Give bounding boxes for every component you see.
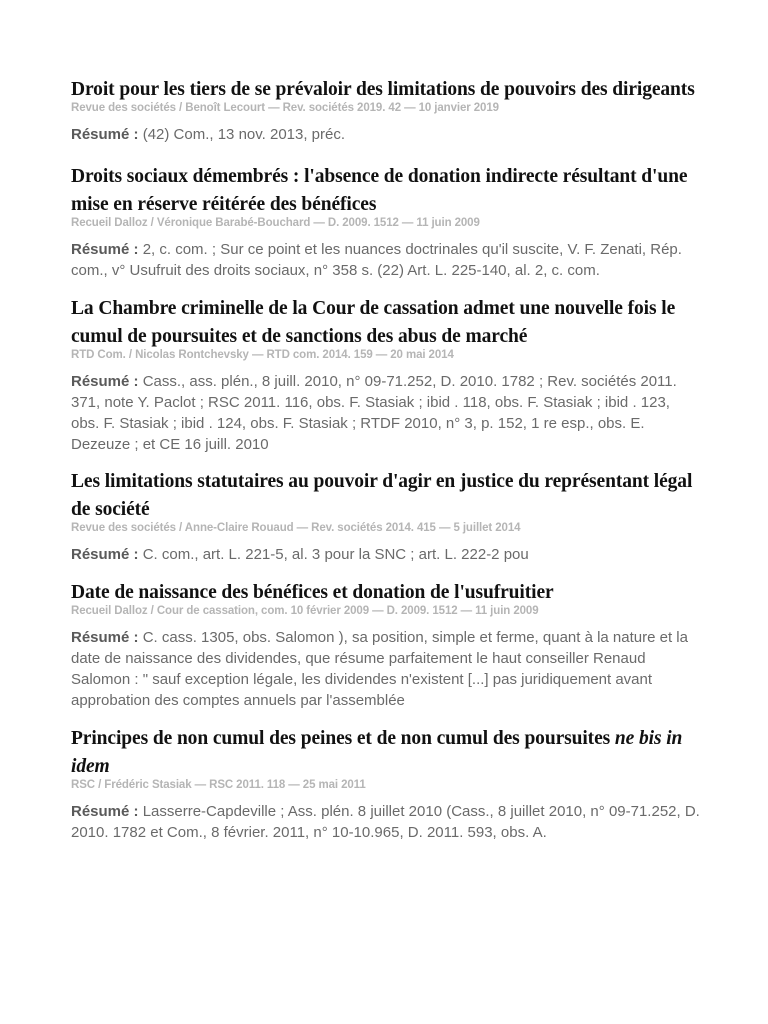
result-source-meta: Revue des sociétés / Anne-Claire Rouaud — Rev. sociétés 2014. 415 — 5 juillet 2014 — [71, 522, 521, 534]
result-item — [71, 163, 701, 281]
summary-text: C. cass. 1305, obs. Salomon ), sa position, simple et ferme, quant à la nature et la date de naissance des dividendes, que résume parfaitement le haut conseiller Renaud Salomon : " sauf exception légale, les dividendes n'existent [...] pas juridiquement avant approbation des comptes annuels par l'assemblée — [71, 629, 688, 709]
summary-text: (42) Com., 13 nov. 2013, préc. — [138, 126, 346, 143]
summary-text: 2, c. com. ; Sur ce point et les nuances doctrinales qu'il suscite, V. F. Zenati, Rép. com., v° Usufruit des droits sociaux, n° 358 s. (22) Art. L. 225-140, al. 2, c. com. — [71, 241, 682, 279]
summary-text: Cass., ass. plén., 8 juill. 2010, n° 09-71.252, D. 2010. 1782 ; Rev. sociétés 2011. 371, note Y. Paclot ; RSC 2011. 116, obs. F. Stasiak ; ibid . 118, obs. F. Stasiak ; ibid . 123, obs. F. Stasiak ; ibid . 124, obs. F. Stasiak ; RTDF 2010, n° 3, p. 152, 1 re esp., obs. E. Dezeuze ; et CE 16 juill. 2010 — [71, 373, 677, 453]
result-title-italic: ne bis in idem — [71, 728, 683, 777]
result-summary — [71, 124, 701, 145]
result-summary — [71, 239, 701, 281]
result-title-link[interactable]: Droit pour les tiers de se prévaloir des limitations de pouvoirs des dirigeants — [71, 79, 695, 100]
result-title-link[interactable]: La Chambre criminelle de la Cour de cassation admet une nouvelle fois le cumul de poursuites et de sanctions des abus de marché — [71, 298, 676, 347]
summary-label: Résumé : — [71, 546, 139, 563]
result-source-meta: Recueil Dalloz / Véronique Barabé-Bouchard — D. 2009. 1512 — 11 juin 2009 — [71, 217, 480, 229]
summary-label: Résumé : — [71, 241, 139, 258]
result-source-meta: RSC / Frédéric Stasiak — RSC 2011. 118 — 25 mai 2011 — [71, 779, 366, 791]
result-summary — [71, 801, 701, 843]
result-summary — [71, 627, 701, 711]
search-results-list — [71, 76, 701, 843]
summary-text: C. com., art. L. 221-5, al. 3 pour la SNC ; art. L. 222-2 pou — [138, 546, 529, 563]
result-title-text: Principes de non cumul des peines et de non cumul des poursuites — [71, 728, 615, 749]
result-item — [71, 725, 701, 843]
result-title-link[interactable] — [71, 725, 701, 781]
result-item — [71, 468, 701, 565]
result-title-link[interactable]: Droits sociaux démembrés : l'absence de donation indirecte résultant d'une mise en réserve réitérée des bénéfices — [71, 166, 688, 215]
summary-label: Résumé : — [71, 803, 139, 820]
summary-label: Résumé : — [71, 629, 139, 646]
result-title-link[interactable]: Date de naissance des bénéfices et donation de l'usufruitier — [71, 582, 554, 603]
summary-text: Lasserre-Capdeville ; Ass. plén. 8 juillet 2010 (Cass., 8 juillet 2010, n° 09-71.252, D. 2010. 1782 et Com., 8 février. 2011, n° 10-10.965, D. 2011. 593, obs. A. — [71, 803, 700, 841]
result-source-meta: RTD Com. / Nicolas Rontchevsky — RTD com. 2014. 159 — 20 mai 2014 — [71, 349, 454, 361]
summary-label: Résumé : — [71, 126, 139, 143]
result-title-link[interactable]: Les limitations statutaires au pouvoir d'agir en justice du représentant légal de société — [71, 471, 693, 520]
result-source-meta: Recueil Dalloz / Cour de cassation, com. 10 février 2009 — D. 2009. 1512 — 11 juin 2009 — [71, 605, 539, 617]
summary-label: Résumé : — [71, 373, 139, 390]
result-source-meta: Revue des sociétés / Benoît Lecourt — Rev. sociétés 2019. 42 — 10 janvier 2019 — [71, 102, 499, 114]
result-item — [71, 295, 701, 455]
result-summary — [71, 371, 701, 455]
result-item — [71, 76, 701, 145]
result-item — [71, 579, 701, 711]
result-summary — [71, 544, 701, 565]
